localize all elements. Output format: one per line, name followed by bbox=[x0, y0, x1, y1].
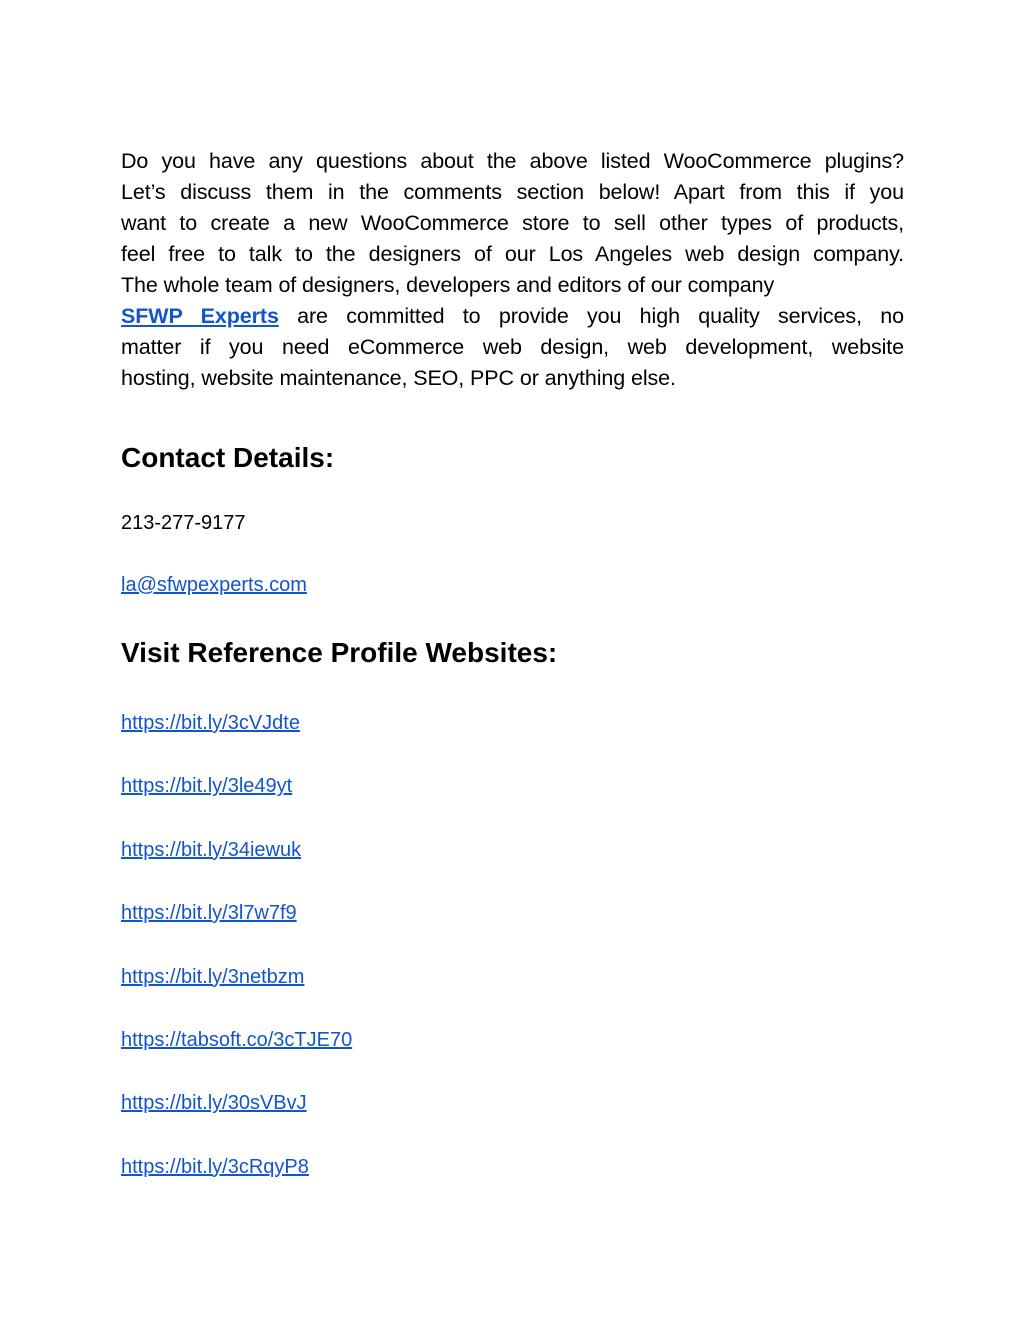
contact-details-heading: Contact Details: bbox=[121, 442, 335, 473]
reference-websites-heading: Visit Reference Profile Websites: bbox=[121, 637, 558, 668]
sfwp-experts-link[interactable]: SFWP Experts bbox=[121, 304, 279, 328]
list-item bbox=[121, 710, 904, 736]
list-item bbox=[121, 837, 904, 863]
intro-line: Do you have any questions about the above listed WooCommerce plugins? bbox=[121, 149, 904, 173]
intro-line: feel free to talk to the designers of our Los Angeles web design company. bbox=[121, 242, 904, 266]
reference-link[interactable]: https://bit.ly/34iewuk bbox=[121, 838, 302, 861]
intro-line: want to create a new WooCommerce store to sell other types of products, bbox=[121, 211, 904, 235]
intro-line: matter if you need eCommerce web design, web development, website bbox=[121, 335, 904, 359]
list-item bbox=[121, 1027, 904, 1053]
intro-line-with-link bbox=[121, 301, 904, 332]
reference-link[interactable]: https://bit.ly/3cVJdte bbox=[121, 712, 300, 734]
list-item bbox=[121, 900, 904, 926]
document-page bbox=[121, 146, 904, 1217]
reference-link[interactable]: https://bit.ly/3cRqyP8 bbox=[121, 1155, 309, 1178]
reference-link[interactable]: https://tabsoft.co/3cTJE70 bbox=[121, 1028, 353, 1051]
reference-link[interactable]: https://bit.ly/30sVBvJ bbox=[121, 1092, 307, 1115]
list-item bbox=[121, 964, 904, 990]
intro-line: Let’s discuss them in the comments section below! Apart from this if you bbox=[121, 180, 904, 204]
intro-line-continuation: are committed to provide you high quality services, no bbox=[278, 304, 904, 328]
intro-line: hosting, website maintenance, SEO, PPC or anything else. bbox=[121, 366, 676, 390]
reference-link[interactable]: https://bit.ly/3netbzm bbox=[121, 965, 305, 988]
list-item bbox=[121, 1154, 904, 1180]
reference-link[interactable]: https://bit.ly/3l7w7f9 bbox=[121, 902, 297, 925]
list-item bbox=[121, 773, 904, 799]
reference-link[interactable]: https://bit.ly/3le49yt bbox=[121, 775, 293, 798]
list-item bbox=[121, 1090, 904, 1116]
email-link[interactable]: la@sfwpexperts.com bbox=[121, 574, 307, 596]
email-row bbox=[121, 572, 904, 598]
reference-links-list bbox=[121, 710, 904, 1180]
intro-line: The whole team of designers, developers and editors of our company bbox=[121, 273, 775, 297]
phone-number: 213-277-9177 bbox=[121, 512, 246, 534]
intro-paragraph bbox=[121, 146, 904, 394]
